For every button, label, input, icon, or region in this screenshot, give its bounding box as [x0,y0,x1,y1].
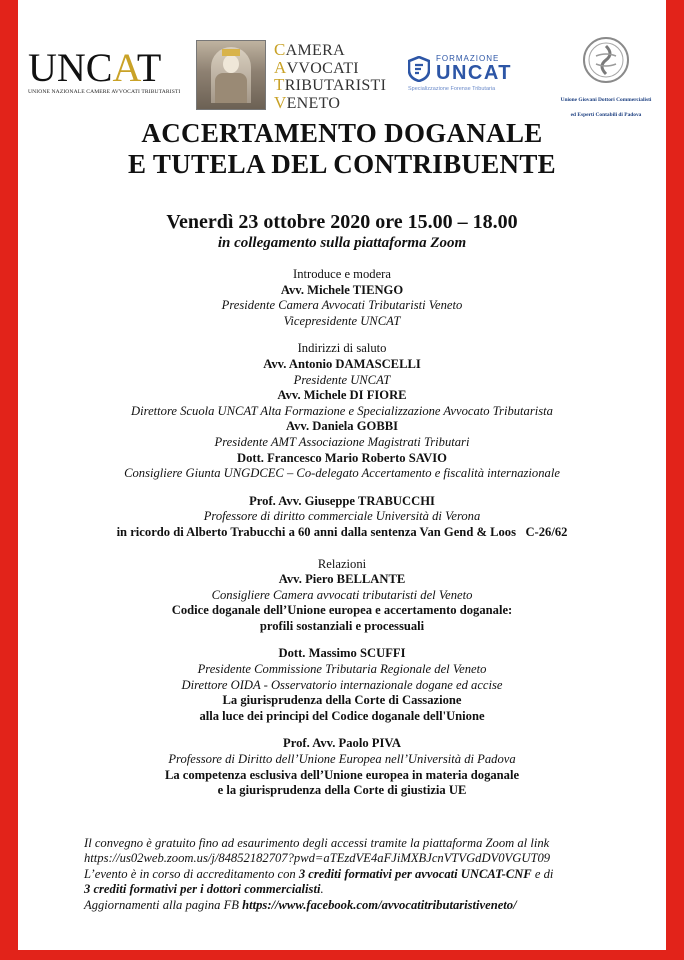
footer-facebook: Aggiornamenti alla pagina FB https://www.facebook.com/avvocatitributaristiveneto/ [84,897,517,912]
camera-avvocati-logo: CAMERA AVVOCATI TRIBUTARISTI VENETO [274,40,387,112]
title-line-1: ACCERTAMENTO DOGANALE [141,118,543,148]
event-date: Venerdì 23 ottobre 2020 ore 15.00 – 18.00 [166,211,518,233]
moderator-role-2: Vicepresidente UNCAT [283,313,401,328]
speaker-role: Direttore OIDA - Osservatorio internazionale dogane ed accise [181,677,503,692]
moderator-role-1: Presidente Camera Avvocati Tributaristi Veneto [221,298,463,313]
greeting-name: Dott. Francesco Mario Roberto SAVIO [237,450,447,465]
greeting-name: Avv. Daniela GOBBI [285,419,399,434]
greeting-role: Consigliere Giunta UNGDCEC – Co-delegato Accertamento e fiscalità internazionale [124,466,560,481]
speaker-role: Presidente Commissione Tributaria Regionale del Veneto [197,662,487,677]
moderator-heading: Introduce e modera [293,267,391,281]
zoom-link[interactable]: https://us02web.zoom.us/j/84852182707?pwd=aTEzdVE4aFJiMXBJcnVTVGdDV0VGUT09 [84,851,551,866]
speaker-topic: profili sostanziali e processuali [259,618,425,633]
title-line-2: E TUTELA DEL CONTRIBUENTE [128,149,556,179]
footer-line-1: Il convegno è gratuito fino ad esaurimento degli accessi tramite la piattaforma Zoom al link [84,836,550,850]
uncat-logo-word: UNCAT [28,45,162,90]
speaker-topic: La giurisprudenza della Corte di Cassazione [222,693,462,708]
footer-credits-2: 3 crediti formativi per i dottori commercialisti. [84,882,324,897]
reports-heading: Relazioni [317,556,367,571]
memorial-topic: in ricordo di Alberto Trabucchi a 60 anni dalla sentenza Van Gend & Loos C-26/62 [116,524,568,539]
speaker-topic: e la giurisprudenza della Corte di giustizia UE [217,783,467,798]
speaker-role: Consigliere Camera avvocati tributaristi del Veneto [211,587,473,602]
speaker-name: Dott. Massimo SCUFFI [278,646,406,661]
uncat-logo [28,45,181,95]
memorial-role: Professore di diritto commerciale Università di Verona [203,509,481,524]
formazione-top: FORMAZIONE [436,54,500,63]
speaker-role: Professore di Diritto dell’Unione Europea nell’Università di Padova [168,752,516,767]
greeting-role: Direttore Scuola UNCAT Alta Formazione e Specializzazione Avvocato Tributarista [131,403,553,418]
event-title [18,118,666,180]
ungdcec-caption-1: Unione Giovani Dottori Commercialisti [560,97,652,103]
formazione-main: UNCAT [436,62,513,84]
memorial-name: Prof. Avv. Giuseppe TRABUCCHI [249,493,435,508]
logo-strip [18,36,666,118]
madonna-statue-image [196,40,266,110]
speaker-topic: La competenza esclusiva dell’Unione europea in materia doganale [164,767,520,782]
event-platform: in collegamento sulla piattaforma Zoom [217,235,467,251]
speaker-name: Avv. Piero BELLANTE [278,572,406,587]
greeting-name: Avv. Michele DI FIORE [277,388,407,403]
speaker-name: Prof. Avv. Paolo PIVA [283,736,401,751]
greetings-heading: Indirizzi di saluto [297,341,387,356]
speaker-topic: Codice doganale dell’Unione europea e accertamento doganale: [171,603,513,618]
speaker-topic: alla luce dei principi del Codice doganale dell'Unione [199,708,485,723]
formazione-tagline: Specializzazione Forense Tributaria [408,86,496,92]
camera-line-1: AMERA [285,42,345,59]
greeting-role: Presidente UNCAT [293,372,391,387]
uncat-logo-subtitle: UNIONE NAZIONALE CAMERE AVVOCATI TRIBUTARISTI [28,89,181,95]
footer-credits-1: L’evento è in corso di accreditamento con 3 crediti formativi per avvocati UNCAT-CNF e di [84,866,554,881]
greeting-name: Avv. Antonio DAMASCELLI [263,356,421,371]
ungdcec-logo [553,36,659,118]
formazione-shield-icon [408,56,430,82]
program [18,210,666,799]
moderator-name: Avv. Michele TIENGO [280,282,404,297]
greeting-role: Presidente AMT Associazione Magistrati Tributari [214,434,470,449]
footer-notes [84,836,606,913]
ungdcec-caption-2: ed Esperti Contabili di Padova [570,111,642,118]
facebook-link[interactable]: https://www.facebook.com/avvocatitributaristiveneto/ [242,897,517,912]
ungdcec-seal-icon [582,36,630,84]
